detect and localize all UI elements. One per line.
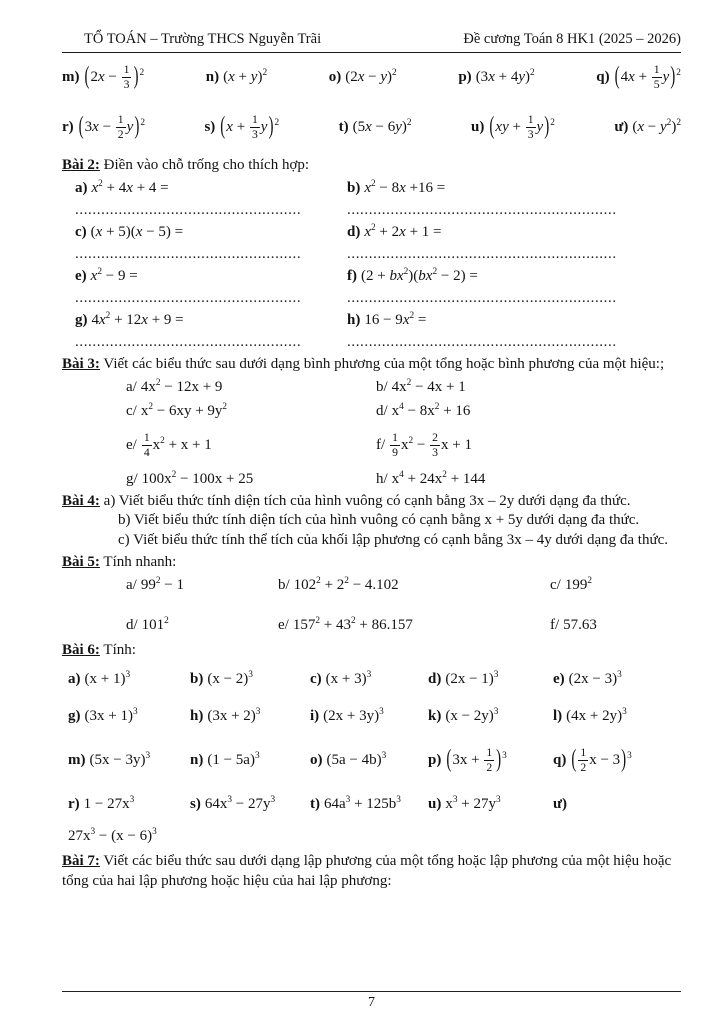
math-expression: $64a^3 + 125b^3$ (324, 795, 401, 813)
expression-item (310, 751, 428, 771)
expression-item (310, 795, 428, 815)
item-label: u) (471, 119, 485, 136)
math-expression: (3x − $\frac{1}{2}$ y)$^2$ (78, 112, 145, 142)
expression-item (68, 751, 190, 771)
bai2-answer-row (75, 288, 681, 308)
bai6-label: Bài 6: (62, 641, 100, 658)
math-expression: $64x^3 - 27y^3$ (204, 795, 276, 813)
math-expression: $(2x - 1)^3$ (445, 670, 499, 688)
expression-item (428, 795, 553, 815)
item-label: l) (553, 708, 563, 725)
math-expression: $99^2 - 1$ (140, 576, 184, 594)
expression-item (190, 707, 310, 727)
item-label: q) (553, 752, 567, 769)
item-label: m) (68, 752, 86, 769)
item-label: h) (347, 311, 361, 328)
bai4-paragraph-a (62, 492, 681, 512)
answer-dotted-line: .............................................................. (347, 245, 617, 262)
item-label: g) (68, 708, 81, 725)
math-expression: $(x - 2)^3$ (207, 670, 253, 688)
item-label: o) (310, 752, 323, 769)
item-label: c) (310, 671, 322, 688)
bai2-label: Bài 2: (62, 156, 100, 173)
expression-item (339, 118, 412, 138)
expression-item (126, 378, 376, 398)
item-label: b/ (278, 577, 290, 594)
expression-item (190, 795, 310, 815)
item-label: a) (68, 671, 81, 688)
bai6-title: Tính: (103, 641, 136, 658)
item-label: k) (428, 708, 442, 725)
answer-dotted-line: .............................................................. (347, 333, 617, 350)
item-label: c/ (550, 577, 561, 594)
item-label: a/ (126, 577, 137, 594)
bai2-heading (62, 156, 681, 176)
math-expression: $(5a - 4b)^3$ (326, 751, 387, 769)
item-label: i) (310, 708, 320, 725)
item-label: m) (62, 69, 80, 86)
expression-item (553, 747, 681, 775)
item-label: b) (190, 671, 204, 688)
math-expression: $(2x + 3y)^3$ (323, 707, 384, 725)
expression-item (310, 670, 428, 690)
math-expression: $(5x - 3y)^3$ (89, 751, 151, 769)
math-expression: $x^2 - 8x +16$ = (364, 178, 446, 196)
math-expression: $x^2 - 6xy + 9y^2$ (140, 402, 228, 420)
math-expression: $\frac{1}{4}$ $x^2 + x + 1$ (143, 430, 212, 460)
bai6-continuation (68, 823, 681, 849)
expression-item (550, 576, 681, 596)
answer-dotted-line: .................................................... (75, 201, 302, 218)
math-expression: $x^4 - 8x^2 + 16$ (391, 402, 471, 420)
header-right-title: Đề cương Toán 8 HK1 (2025 – 2026) (463, 31, 681, 47)
item-label: c) (75, 223, 87, 240)
math-expression: $157^2 + 43^2 + 86.157$ (292, 616, 413, 634)
expression-item (428, 707, 553, 727)
bai3-heading (62, 355, 681, 375)
item-label: e) (75, 267, 87, 284)
expression-item (126, 432, 376, 460)
item-label: c/ (126, 403, 137, 420)
math-expression: $(2 + bx^2)(bx^2 - 2)$ = (361, 266, 478, 284)
item-label: r) (62, 119, 74, 136)
math-expression: $(2x - 3)^3$ (568, 670, 622, 688)
item-label: u) (428, 796, 442, 813)
bai3-row (126, 468, 681, 492)
expression-item (458, 68, 534, 88)
bai2-expression-row (75, 220, 681, 244)
expression-item (347, 267, 681, 287)
item-label: h/ (376, 471, 388, 488)
math-expression: $(1 - 5a)^3$ (207, 751, 260, 769)
expression-item (68, 795, 190, 815)
math-expression: (3x + $\frac{1}{2}$ )$^3$ (446, 745, 507, 775)
bai2-title: Điền vào chỗ trống cho thích hợp: (103, 156, 310, 173)
page-footer (62, 991, 681, 1012)
bai7-title: Viết các biểu thức sau dưới dạng lập phương của một tổng hoặc lập phương của một hiệu hoặc tổng của hai lập phương hoặc hiệu của hai lập phương: (62, 853, 672, 889)
math-expression: $(x - y^2)^2$ (632, 118, 681, 136)
item-label: e) (553, 671, 565, 688)
math-expression: $4x^2 - 4x + 1$ (391, 378, 466, 396)
expression-item (62, 64, 144, 92)
bai5-row (126, 574, 681, 598)
item-label: s) (190, 796, 201, 813)
bai4-text-c: c) Viết biểu thức tính thể tích của khối lập phương có cạnh bằng 3x – 4y dưới dạng đa thức. (118, 531, 668, 548)
bai1-row-2 (62, 103, 681, 153)
bai5-heading (62, 553, 681, 573)
expression-item (376, 470, 681, 490)
item-label: d) (428, 671, 442, 688)
bai3-row (126, 424, 681, 468)
item-label: t) (310, 796, 320, 813)
item-label: g) (75, 311, 88, 328)
math-expression: $x^2 + 4x + 4$ = (91, 178, 169, 196)
bai7-label: Bài 7: (62, 853, 100, 870)
math-expression: (2x − $\frac{1}{3}$ )$^2$ (84, 62, 145, 92)
bai2-expression-row (75, 264, 681, 288)
answer-dotted-line: .............................................................. (347, 201, 617, 218)
bai5-title: Tính nhanh: (103, 554, 177, 571)
page-header (62, 30, 681, 53)
item-label: a/ (126, 379, 137, 396)
expression-item (75, 179, 347, 199)
math-expression: $(3x + 4y)^2$ (475, 68, 535, 86)
item-label: b/ (376, 379, 388, 396)
item-label: g/ (126, 471, 138, 488)
math-expression: $x^2 - 9$ = (90, 266, 138, 284)
math-expression: $x^2 + 2x + 1$ = (364, 222, 442, 240)
math-expression: $(x - 2y)^3$ (445, 707, 499, 725)
bai4-label: Bài 4: (62, 492, 100, 509)
math-expression: $1 - 27x^3$ (83, 795, 135, 813)
item-label: ư) (614, 119, 629, 136)
bai3-row (126, 376, 681, 400)
expression-item (206, 68, 267, 88)
math-expression: ( $\frac{1}{2}$ x − 3)$^3$ (571, 745, 632, 775)
math-expression: $4x^2 + 12x + 9$ = (91, 310, 184, 328)
expression-item (75, 311, 347, 331)
item-label: t) (338, 119, 349, 136)
math-expression: (4x + $\frac{1}{5}$ y)$^2$ (614, 62, 681, 92)
bai5-label: Bài 5: (62, 554, 100, 571)
item-label: d/ (376, 403, 388, 420)
page-number: 7 (368, 994, 375, 1010)
expression-item (126, 616, 278, 636)
expression-item (614, 118, 681, 138)
bai6-row (68, 786, 681, 823)
item-label: n) (205, 69, 220, 86)
expression-item (376, 432, 681, 460)
math-expression: $16 - 9x^2$ = (364, 310, 427, 328)
math-expression: $27x^3 - (x - 6)^3$ (68, 826, 157, 844)
math-expression: $(x + y)^2$ (223, 68, 268, 86)
expression-item (347, 179, 681, 199)
item-label: q) (596, 69, 610, 86)
answer-dotted-line: .................................................... (75, 289, 302, 306)
bai5-row (126, 614, 681, 638)
item-label: n) (190, 752, 204, 769)
item-label: f/ (376, 437, 386, 454)
item-label: e/ (126, 437, 137, 454)
expression-item (428, 670, 553, 690)
answer-dotted-line: .............................................................. (347, 289, 617, 306)
item-label: d/ (126, 617, 138, 634)
math-expression: (x + 5)(x − 5) = (90, 223, 184, 240)
item-label: s) (204, 119, 216, 136)
expression-item (596, 64, 681, 92)
expression-item (190, 751, 310, 771)
bai4-paragraph-c (62, 531, 681, 551)
math-expression: $x^4 + 24x^2 + 144$ (391, 470, 486, 488)
math-expression: $100x^2 - 100x + 25$ (141, 470, 254, 488)
expression-item (68, 707, 190, 727)
math-expression: $101^2$ (141, 616, 169, 634)
expression-item (68, 670, 190, 690)
bai3-title: Viết các biểu thức sau dưới dạng bình phương của một tổng hoặc bình phương của một hiệu:; (103, 356, 665, 373)
bai2-answer-row (75, 200, 681, 220)
item-label: d) (347, 223, 361, 240)
item-label: b) (347, 179, 361, 196)
expression-item (550, 616, 681, 636)
item-label: h) (190, 708, 204, 725)
bai1-row-1 (62, 53, 681, 103)
item-label: r) (68, 796, 80, 813)
expression-item (190, 670, 310, 690)
bai2-answer-row (75, 244, 681, 264)
expression-item (553, 670, 681, 690)
math-expression: $(3x + 1)^3$ (84, 707, 138, 725)
math-expression: $\frac{1}{9}$ $x^2$ − $\frac{2}{3}$ x + 1 (392, 430, 472, 460)
bai2-expression-row (75, 308, 681, 332)
expression-item (553, 707, 681, 727)
bai4-text-a: a) Viết biểu thức tính diện tích của hình vuông có cạnh bằng 3x – 2y dưới dạng đa thức. (103, 492, 631, 509)
item-label: f/ (550, 617, 560, 634)
answer-dotted-line: .................................................... (75, 333, 302, 350)
expression-item (376, 378, 681, 398)
expression-item (75, 223, 347, 243)
expression-item (553, 795, 681, 815)
expression-item (376, 402, 681, 422)
bai7-heading (62, 852, 681, 891)
bai3-row (126, 400, 681, 424)
expression-item (347, 223, 681, 243)
math-expression: (x + $\frac{1}{3}$ y)$^2$ (220, 112, 280, 142)
bai2-expression-row (75, 176, 681, 200)
expression-item (347, 311, 681, 331)
bai6-row (68, 698, 681, 735)
item-label: p) (458, 69, 472, 86)
bai2-answer-row (75, 332, 681, 352)
item-label: p) (428, 752, 442, 769)
math-expression: $4x^2 - 12x + 9$ (140, 378, 223, 396)
item-label: o) (328, 69, 342, 86)
expression-item (126, 402, 376, 422)
expression-item (471, 114, 555, 142)
math-expression: (xy + $\frac{1}{3}$ y)$^2$ (489, 112, 555, 142)
math-expression: $(5x - 6y)^2$ (352, 118, 412, 136)
math-expression: $199^2$ (564, 576, 592, 594)
math-expression: 57.63 (563, 617, 597, 634)
expression-item (126, 576, 278, 596)
math-expression: $(4x + 2y)^3$ (566, 707, 627, 725)
math-expression: $102^2 + 2^2 - 4.102$ (293, 576, 399, 594)
expression-item (126, 470, 376, 490)
expression-item (310, 707, 428, 727)
item-label: e/ (278, 617, 289, 634)
expression-item (278, 576, 550, 596)
expression-item (62, 114, 145, 142)
expression-item (75, 267, 347, 287)
expression-item (278, 616, 550, 636)
math-expression: $x^3 + 27y^3$ (445, 795, 501, 813)
item-label: a) (75, 179, 88, 196)
answer-dotted-line: .................................................... (75, 245, 302, 262)
bai6-heading (62, 641, 681, 661)
expression-item (428, 747, 553, 775)
math-expression: $(3x + 2)^3$ (207, 707, 261, 725)
bai6-row (68, 735, 681, 786)
bai6-row (68, 661, 681, 698)
bai3-label: Bài 3: (62, 356, 100, 373)
math-expression: $(2x - y)^2$ (345, 68, 397, 86)
header-left-title: TỔ TOÁN – Trường THCS Nguyễn Trãi (84, 31, 322, 47)
bai4-text-b: b) Viết biểu thức tính diện tích của hình vuông có cạnh bằng x + 5y dưới dạng đa thức. (118, 512, 640, 529)
math-expression: $(x + 1)^3$ (84, 670, 131, 688)
math-expression: $(x + 3)^3$ (325, 670, 372, 688)
expression-item (204, 114, 279, 142)
bai4-paragraph-b (62, 511, 681, 531)
expression-item (329, 68, 397, 88)
item-label: f) (347, 267, 357, 284)
item-label: ư) (553, 796, 567, 813)
